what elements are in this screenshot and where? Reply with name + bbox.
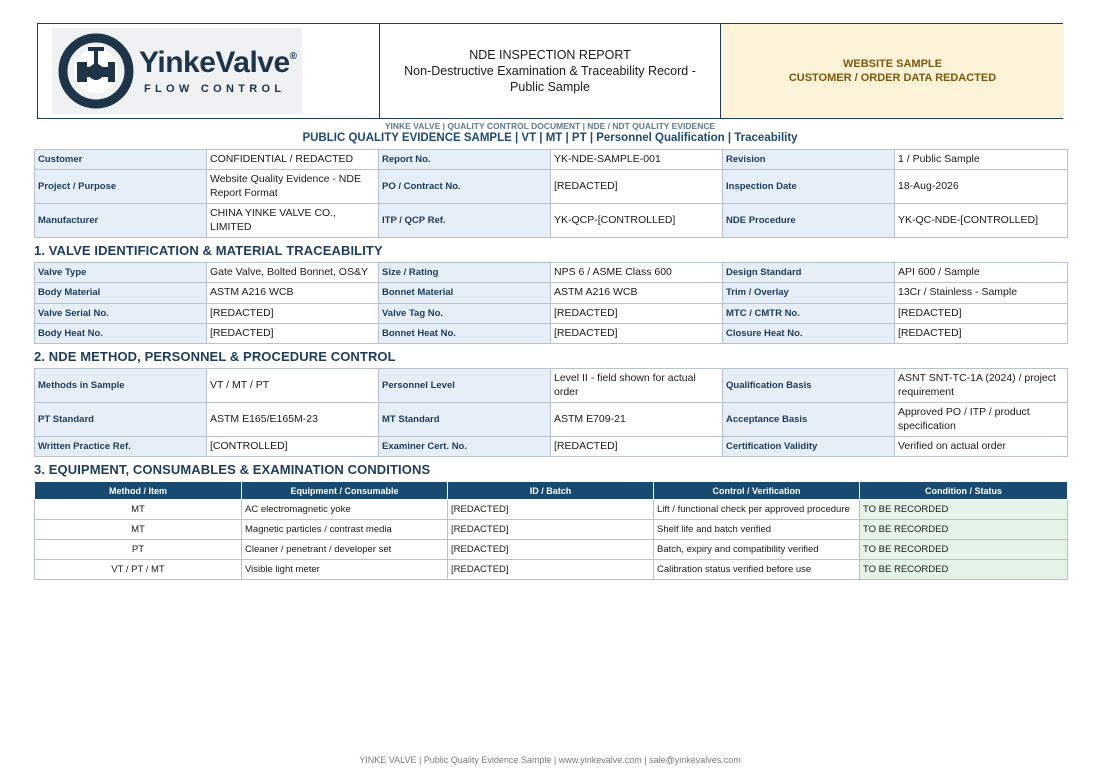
logo-tagline: FLOW CONTROL (144, 82, 286, 95)
table-row (35, 560, 1068, 580)
info-row (35, 369, 1068, 403)
field-value: 18-Aug-2026 (895, 170, 1068, 204)
valve-identification-table (34, 262, 1068, 344)
field-value: NPS 6 / ASME Class 600 (551, 263, 723, 283)
field-value: API 600 / Sample (895, 263, 1068, 283)
field-value: VT / MT / PT (207, 369, 379, 403)
info-row (35, 263, 1068, 283)
company-logo (52, 28, 302, 114)
field-label: Valve Tag No. (379, 304, 551, 324)
field-value: [REDACTED] (551, 324, 723, 344)
table-cell: Visible light meter (242, 560, 448, 580)
document-tagline: PUBLIC QUALITY EVIDENCE SAMPLE | VT | MT | PT | Personnel Qualification | Traceability (302, 132, 798, 144)
report-title: NDE INSPECTION REPORT (469, 48, 631, 62)
field-value: [REDACTED] (551, 304, 723, 324)
table-cell: AC electromagnetic yoke (242, 500, 448, 520)
field-value: YK-NDE-SAMPLE-001 (551, 150, 723, 170)
section-3-title: 3. EQUIPMENT, CONSUMABLES & EXAMINATION CONDITIONS (34, 462, 431, 477)
table-cell: MT (35, 520, 242, 540)
field-value: ASTM E709-21 (551, 403, 723, 437)
field-value: CHINA YINKE VALVE CO., LIMITED (207, 204, 379, 238)
table-cell: [REDACTED] (448, 520, 654, 540)
field-value: Website Quality Evidence - NDE Report Format (207, 170, 379, 204)
field-value: [REDACTED] (551, 437, 723, 457)
column-header: Equipment / Consumable (242, 482, 448, 500)
field-label: ITP / QCP Ref. (379, 204, 551, 238)
table-cell: Shelf life and batch verified (654, 520, 860, 540)
field-label: Valve Serial No. (35, 304, 207, 324)
table-cell: Lift / functional check per approved procedure (654, 500, 860, 520)
field-value: CONFIDENTIAL / REDACTED (207, 150, 379, 170)
info-row (35, 324, 1068, 344)
status-cell: TO BE RECORDED (860, 500, 1068, 520)
field-label: Revision (723, 150, 895, 170)
table-cell: [REDACTED] (448, 500, 654, 520)
field-value: ASTM A216 WCB (551, 283, 723, 304)
field-label: Qualification Basis (723, 369, 895, 403)
sample-notice-line1: WEBSITE SAMPLE (842, 58, 942, 70)
table-cell: Batch, expiry and compatibility verified (654, 540, 860, 560)
info-row (35, 283, 1068, 304)
table-cell: MT (35, 500, 242, 520)
logo-wordmark (139, 45, 297, 95)
field-label: Bonnet Heat No. (379, 324, 551, 344)
general-info-table (34, 149, 1068, 238)
section-1-title: 1. VALVE IDENTIFICATION & MATERIAL TRACEABILITY (34, 243, 383, 258)
info-row (35, 150, 1068, 170)
field-label: Inspection Date (723, 170, 895, 204)
status-cell: TO BE RECORDED (860, 520, 1068, 540)
field-label: Body Heat No. (35, 324, 207, 344)
field-value: 1 / Public Sample (895, 150, 1068, 170)
column-header: Control / Verification (654, 482, 860, 500)
table-row (35, 500, 1068, 520)
field-value: [REDACTED] (895, 324, 1068, 344)
table-cell: PT (35, 540, 242, 560)
field-value: YK-QCP-[CONTROLLED] (551, 204, 723, 238)
info-row (35, 403, 1068, 437)
report-subtitle: Non-Destructive Examination & Traceability Record - Public Sample (404, 64, 696, 94)
field-label: Manufacturer (35, 204, 207, 238)
table-cell: Calibration status verified before use (654, 560, 860, 580)
field-label: PT Standard (35, 403, 207, 437)
page-footer: YINKE VALVE | Public Quality Evidence Sample | www.yinkevalve.com | sale@yinkevalves.com (359, 755, 741, 765)
field-label: Body Material (35, 283, 207, 304)
logo-cell (38, 24, 380, 118)
status-cell: TO BE RECORDED (860, 540, 1068, 560)
field-value: ASTM E165/E165M-23 (207, 403, 379, 437)
table-cell: Cleaner / penetrant / developer set (242, 540, 448, 560)
info-row (35, 437, 1068, 457)
field-value: Approved PO / ITP / product specification (895, 403, 1068, 437)
column-header: ID / Batch (448, 482, 654, 500)
sample-notice-line2: CUSTOMER / ORDER DATA REDACTED (788, 72, 997, 84)
field-label: Customer (35, 150, 207, 170)
column-header: Method / Item (35, 482, 242, 500)
field-label: Design Standard (723, 263, 895, 283)
report-header (37, 23, 1063, 119)
table-cell: [REDACTED] (448, 540, 654, 560)
field-value: Gate Valve, Bolted Bonnet, OS&Y (207, 263, 379, 283)
field-label: PO / Contract No. (379, 170, 551, 204)
field-label: Acceptance Basis (723, 403, 895, 437)
status-cell: TO BE RECORDED (860, 560, 1068, 580)
field-value: ASNT SNT-TC-1A (2024) / project requirement (895, 369, 1068, 403)
nde-method-table (34, 368, 1068, 457)
field-label: Trim / Overlay (723, 283, 895, 304)
field-label: Methods in Sample (35, 369, 207, 403)
table-cell: Magnetic particles / contrast media (242, 520, 448, 540)
field-label: Personnel Level (379, 369, 551, 403)
table-row (35, 540, 1068, 560)
field-value: Level II - field shown for actual order (551, 369, 723, 403)
field-label: MTC / CMTR No. (723, 304, 895, 324)
table-cell: VT / PT / MT (35, 560, 242, 580)
field-value: [REDACTED] (207, 304, 379, 324)
field-value: [CONTROLLED] (207, 437, 379, 457)
field-label: NDE Procedure (723, 204, 895, 238)
equipment-header-row (35, 482, 1068, 500)
field-value: [REDACTED] (551, 170, 723, 204)
field-value: YK-QC-NDE-[CONTROLLED] (895, 204, 1068, 238)
field-label: Valve Type (35, 263, 207, 283)
field-label: Project / Purpose (35, 170, 207, 204)
info-row (35, 204, 1068, 238)
info-row (35, 304, 1068, 324)
logo-name: YinkeValve® (139, 45, 297, 79)
field-label: Report No. (379, 150, 551, 170)
field-label: Certification Validity (723, 437, 895, 457)
field-value: [REDACTED] (895, 304, 1068, 324)
field-label: Written Practice Ref. (35, 437, 207, 457)
field-label: Closure Heat No. (723, 324, 895, 344)
section-2-title: 2. NDE METHOD, PERSONNEL & PROCEDURE CONTROL (34, 349, 396, 364)
info-row (35, 170, 1068, 204)
column-header: Condition / Status (860, 482, 1068, 500)
equipment-table (34, 481, 1068, 580)
field-label: Bonnet Material (379, 283, 551, 304)
field-value: [REDACTED] (207, 324, 379, 344)
field-label: Examiner Cert. No. (379, 437, 551, 457)
field-value: 13Cr / Stainless - Sample (895, 283, 1068, 304)
field-value: Verified on actual order (895, 437, 1068, 457)
document-subline: YINKE VALVE | QUALITY CONTROL DOCUMENT | NDE / NDT QUALITY EVIDENCE (384, 121, 716, 131)
table-cell: [REDACTED] (448, 560, 654, 580)
table-row (35, 520, 1068, 540)
field-label: Size / Rating (379, 263, 551, 283)
sample-notice-cell (721, 24, 1064, 118)
field-label: MT Standard (379, 403, 551, 437)
field-value: ASTM A216 WCB (207, 283, 379, 304)
report-title-cell (380, 24, 721, 118)
valve-logo-icon (57, 32, 135, 110)
